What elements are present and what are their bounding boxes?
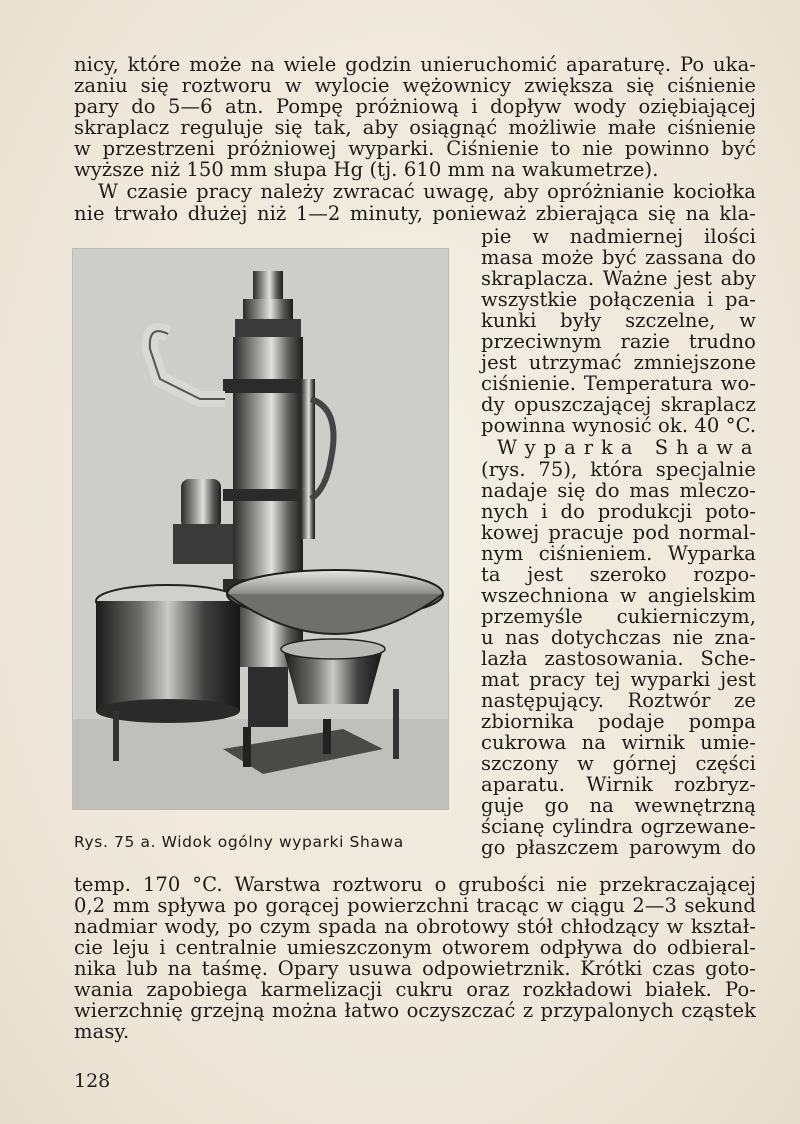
figure-caption: Rys. 75 a. Widok ogólny wyparki Shawa — [74, 833, 404, 851]
column-line: go płaszczem parowym do — [481, 836, 756, 859]
column-line: przemyśle cukierniczym, — [481, 605, 756, 628]
body-line: pary do 5—6 atn. Pompę próżniową i dopływ wody oziębiającej — [74, 95, 756, 118]
shaw-evaporator-illustration — [73, 249, 448, 809]
column-line: ścianę cylindra ogrzewane- — [481, 815, 756, 838]
body-line: w przestrzeni próżniowej wyparki. Ciśnienie to nie powinno być — [74, 137, 756, 160]
body-line: nicy, które może na wiele godzin unieruchomić aparaturę. Po uka- — [74, 53, 756, 76]
paragraph-start-line: W czasie pracy należy zwracać uwagę, aby opróżnianie kociołka — [98, 180, 756, 203]
page-number: 128 — [74, 1070, 111, 1092]
column-line: kunki były szczelne, w — [481, 309, 756, 332]
body-line: cie leju i centralnie umieszczonym otworem odpływa do odbieral- — [74, 936, 756, 959]
column-line: powinna wynosić ok. 40 °C. — [481, 414, 757, 437]
body-line: nadmiar wody, po czym spada na obrotowy stół chłodzący w kształ- — [74, 915, 756, 938]
column-line: wszystkie połączenia i pa- — [481, 288, 756, 311]
body-line: masy. — [74, 1020, 130, 1043]
body-line: 0,2 mm spływa po gorącej powierzchni tracąc w ciągu 2—3 sekund — [74, 894, 756, 917]
column-line: masa może być zassana do — [481, 246, 756, 269]
column-line: ciśnienie. Temperatura wo- — [481, 372, 756, 395]
column-line: mat pracy tej wyparki jest — [481, 668, 756, 691]
column-line: następujący. Roztwór ze — [481, 689, 756, 712]
section-heading-wyparka-shawa: Wyparka Shawa — [497, 436, 761, 459]
column-line: skraplacza. Ważne jest aby — [481, 267, 756, 290]
column-line: lazła zastosowania. Sche- — [481, 647, 756, 670]
column-line: dy opuszczającej skraplacz — [481, 393, 756, 416]
column-line: pie w nadmiernej ilości — [481, 225, 756, 248]
column-line: nym ciśnieniem. Wyparka — [481, 542, 756, 565]
column-line: szczony w górnej części — [481, 752, 756, 775]
column-line: nych i do produkcji poto- — [481, 500, 756, 523]
body-line: wierzchnię grzejną można łatwo oczyszczać z przypalonych cząstek — [74, 999, 756, 1022]
body-line: wyższe niż 150 mm słupa Hg (tj. 610 mm na wakumetrze). — [74, 158, 659, 181]
column-line: ta jest szeroko rozpo- — [481, 563, 756, 586]
body-line: wania zapobiega karmelizacji cukru oraz rozkładowi białek. Po- — [74, 978, 756, 1001]
body-line: nika lub na taśmę. Opary usuwa odpowietrznik. Krótki czas goto- — [74, 957, 756, 980]
column-line: kowej pracuje pod normal- — [481, 521, 756, 544]
column-line: aparatu. Wirnik rozbryz- — [481, 773, 756, 796]
column-line: nadaje się do mas mleczo- — [481, 479, 756, 502]
column-line: zbiornika podaje pompa — [481, 710, 756, 733]
evaporator-photograph — [72, 248, 449, 810]
column-line: (rys. 75), która specjalnie — [481, 458, 756, 481]
column-line: u nas dotychczas nie zna- — [481, 626, 756, 649]
body-line: zaniu się roztworu w wylocie wężownicy zwiększa się ciśnienie — [74, 74, 756, 97]
column-line: przeciwnym razie trudno — [481, 330, 756, 353]
body-line: nie trwało dłużej niż 1—2 minuty, ponieważ zbierająca się na kla- — [74, 202, 756, 225]
column-line: wszechniona w angielskim — [481, 584, 756, 607]
column-line: jest utrzymać zmniejszone — [481, 351, 756, 374]
body-line: skraplacz reguluje się tak, aby osiągnąć możliwie małe ciśnienie — [74, 116, 756, 139]
column-line: guje go na wewnętrzną — [481, 794, 756, 817]
column-line: cukrowa na wirnik umie- — [481, 731, 756, 754]
body-line: temp. 170 °C. Warstwa roztworu o grubości nie przekraczającej — [74, 873, 756, 896]
